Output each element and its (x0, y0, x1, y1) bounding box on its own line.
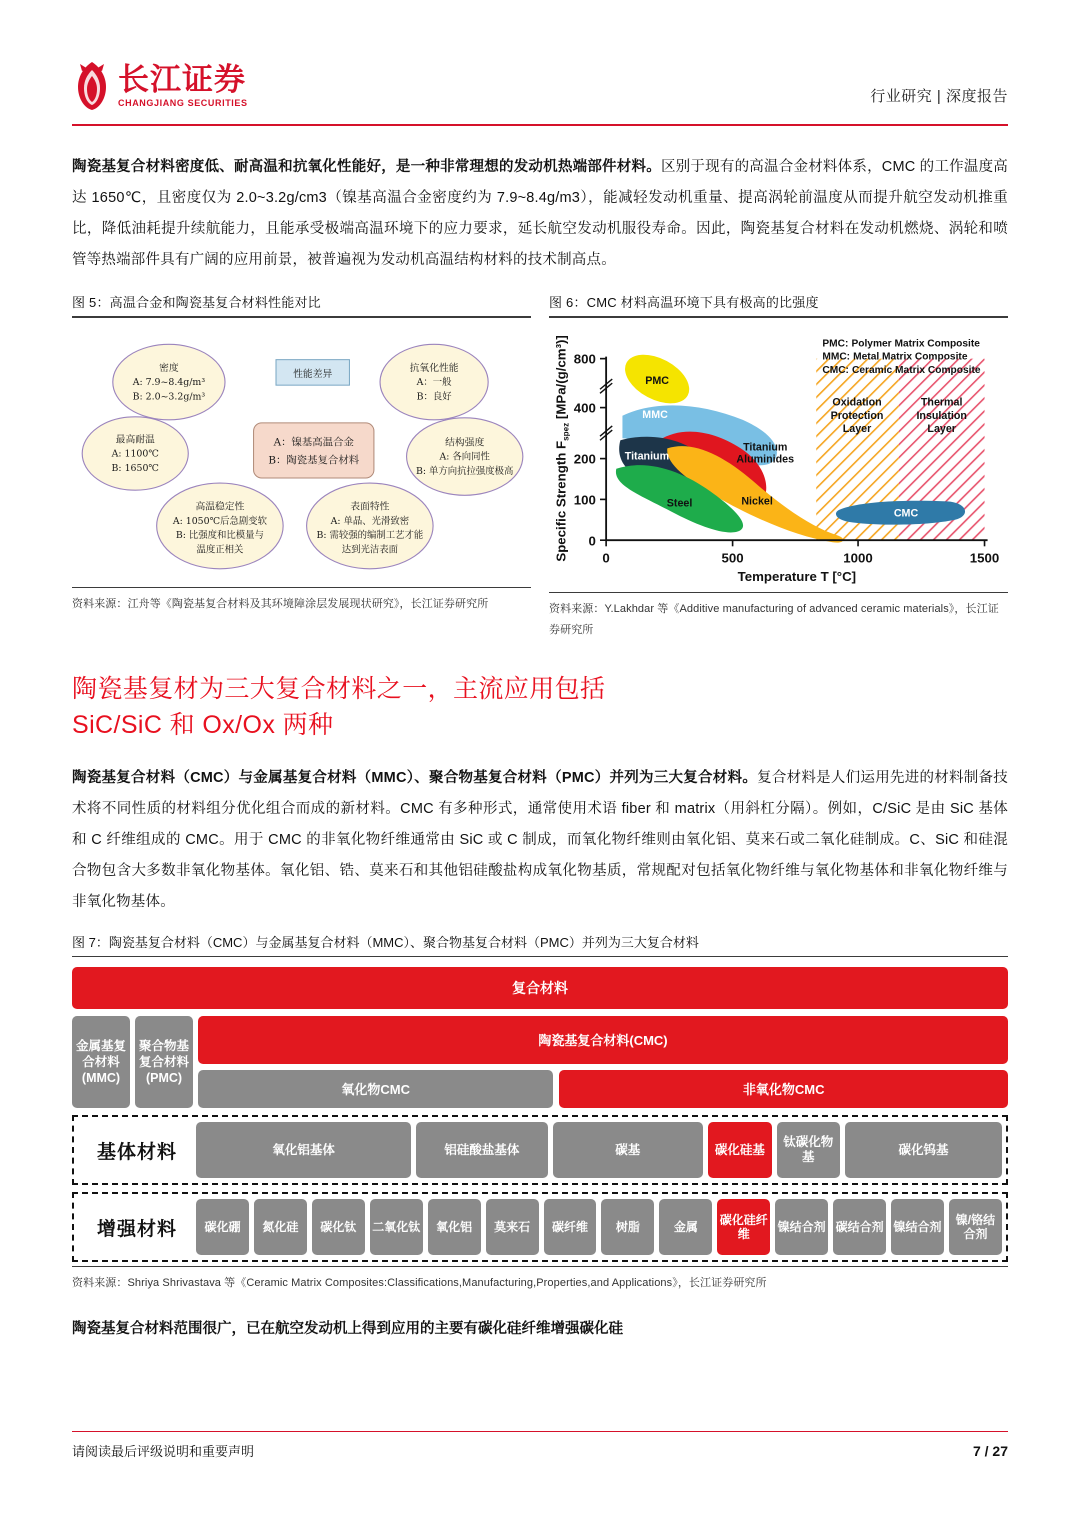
svg-text:A: 1100℃: A: 1100℃ (111, 448, 159, 460)
band-label-reinforcement: 增强材料 (96, 1218, 177, 1240)
figure-5-caption: 图 5：高温合金和陶瓷基复合材料性能对比 (72, 295, 321, 310)
svg-text:结构强度: 结构强度 (445, 436, 485, 448)
svg-text:Titanium: Titanium (743, 441, 788, 454)
svg-text:B: 需较强的编制工艺才能: B: 需较强的编制工艺才能 (316, 529, 424, 541)
reinforcement-cell: 镍结合剂 (891, 1199, 944, 1255)
figure-5-body (72, 318, 531, 588)
figure-7-diagram (72, 957, 1008, 1267)
page-header (72, 0, 1008, 122)
svg-text:1500: 1500 (969, 550, 1000, 566)
svg-text:B: 单方向抗拉强度极高: B: 单方向抗拉强度极高 (415, 465, 514, 477)
section-heading-line1: 陶瓷基复材为三大复合材料之一，主流应用包括 (72, 674, 606, 703)
band-matrix-materials (72, 1115, 1008, 1185)
svg-text:MMC:Metal Matrix Composite: MMC: Metal Matrix Composite (822, 351, 968, 363)
svg-text:A: 各向同性: A: 各向同性 (439, 451, 490, 463)
reinforcement-cell: 碳结合剂 (833, 1199, 886, 1255)
reinforcement-cells (196, 1199, 1002, 1255)
svg-text:B：陶瓷基复合材料: B：陶瓷基复合材料 (268, 454, 360, 467)
figure-row-5-6 (72, 292, 1008, 641)
matrix-cell-highlight: 碳化硅基 (708, 1122, 771, 1178)
svg-text:Protection: Protection (830, 409, 884, 422)
svg-text:Temperature T [°C]: Temperature T [°C] (737, 568, 857, 584)
figure-7-source: 资料来源：Shriya Shrivastava 等《Ceramic Matrix Composites:Classifications,Manufacturing,Properties,and Applications》，长江证券研究所 (72, 1277, 767, 1290)
svg-text:B: 比强度和比模量与: B: 比强度和比模量与 (175, 529, 264, 541)
matrix-cells (196, 1122, 1002, 1178)
footer-disclaimer: 请阅读最后评级说明和重要声明 (72, 1444, 255, 1459)
specific-strength-vs-temperature-chart (549, 326, 1008, 586)
section-heading-line2: SiC/SiC 和 Ox/Ox 两种 (72, 710, 334, 739)
reinforcement-cell: 碳纤维 (544, 1199, 597, 1255)
svg-text:1000: 1000 (843, 550, 873, 566)
column-mmc (72, 1016, 130, 1108)
svg-text:500: 500 (721, 550, 744, 566)
svg-text:B: 1650℃: B: 1650℃ (111, 462, 159, 474)
figure-6 (549, 292, 1008, 641)
block-non-oxide-cmc: 非氧化物CMC (559, 1070, 1008, 1108)
svg-text:MMC: MMC (642, 408, 668, 421)
svg-text:Nickel: Nickel (741, 495, 773, 508)
reinforcement-cell: 金属 (659, 1199, 712, 1255)
svg-text:最高耐温: 最高耐温 (115, 433, 155, 445)
svg-text:B：良好: B：良好 (416, 391, 452, 403)
block-pmc: 聚合物基复合材料(PMC) (135, 1016, 193, 1108)
figure-6-caption: 图 6：CMC 材料高温环境下具有极高的比强度 (549, 295, 819, 310)
svg-text:0: 0 (602, 550, 610, 566)
block-oxide-cmc: 氧化物CMC (198, 1070, 553, 1108)
svg-text:抗氧化性能: 抗氧化性能 (409, 362, 459, 374)
reinforcement-cell: 镍/铬结合剂 (949, 1199, 1002, 1255)
intro-rest: 区别于现有的高温合金材料体系，CMC 的工作温度高达 1650℃，且密度仅为 2.0~3.2g/cm3（镍基高温合金密度约为 7.9~8.4g/m3），能减轻发动机重量、提高涡轮前温度从而提升航空发动机推重比，降低油耗提升续航能力，且能承受极端高温环境下的应力要求，延长航空发动机服役寿命。因此，陶瓷基复合材料在发动机燃烧、涡轮和喷管等热端部件具有广阔的应用前景，被普遍视为发动机高温结构材料的技术制高点。 (72, 159, 1008, 268)
svg-text:Layer: Layer (842, 422, 872, 435)
band-reinforcement-materials (72, 1192, 1008, 1262)
figure-5-source: 资料来源：江舟等《陶瓷基复合材料及其环境障涂层发展现状研究》，长江证券研究所 (72, 597, 489, 610)
footer-page-number: 7 / 27 (972, 1443, 1008, 1459)
svg-text:100: 100 (573, 492, 596, 508)
svg-text:达到光洁表面: 达到光洁表面 (341, 544, 398, 556)
svg-text:性能差异: 性能差异 (293, 368, 333, 380)
second-rest: 复合材料是人们运用先进的材料制备技术将不同性质的材料组分优化组合而成的新材料。CMC 有多种形式，通常使用术语 fiber 和 matrix（用斜杠分隔）。例如，C/SiC 是由 SiC 基体和 C 纤维组成的 CMC。用于 CMC 的非氧化物纤维通常由 SiC 或 C 制成，而氧化物纤维则由氧化铝、莫来石或二氧化硅制成。C、SiC 和硅混合物包含大多数非氧化物基体。氧化铝、锆、莫来石和其他铝硅酸盐构成氧化物基质，常规配对包括氧化物纤维与氧化物基体和非氧化物纤维与非氧化物基体。 (72, 769, 1008, 910)
svg-text:A: 单晶、光滑致密: A: 单晶、光滑致密 (330, 515, 410, 527)
header-category-label: 行业研究 | 深度报告 (870, 88, 1008, 105)
svg-text:CMC: CMC (893, 507, 919, 520)
reinforcement-cell: 镍结合剂 (775, 1199, 828, 1255)
figure-7-caption: 图 7：陶瓷基复合材料（CMC）与金属基复合材料（MMC）、聚合物基复合材料（PMC）并列为三大复合材料 (72, 934, 699, 950)
performance-comparison-diagram (72, 326, 531, 581)
svg-text:Titanium: Titanium (624, 450, 670, 463)
svg-text:200: 200 (573, 451, 596, 467)
figure-5 (72, 292, 531, 641)
matrix-cell: 碳化钨基 (845, 1122, 1002, 1178)
svg-text:CMC:Ceramic Matrix Composite: CMC: Ceramic Matrix Composite (822, 364, 981, 376)
block-mmc: 金属基复合材料(MMC) (72, 1016, 130, 1108)
reinforcement-cell-highlight: 碳化硅纤维 (717, 1199, 770, 1255)
brand-name-cn: 长江证券 (118, 61, 246, 98)
diagram-row-top (72, 967, 1008, 1009)
svg-text:A: 7.9~8.4g/m³: A: 7.9~8.4g/m³ (132, 376, 206, 388)
matrix-cell: 钛碳化物基 (777, 1122, 840, 1178)
closing-paragraph: 陶瓷基复合材料范围很广，已在航空发动机上得到应用的主要有碳化硅纤维增强碳化硅 (72, 1321, 623, 1338)
svg-text:A：镍基高温合金: A：镍基高温合金 (273, 435, 354, 448)
page-footer (72, 1431, 1008, 1460)
svg-text:Specific Strength Fspez [MPa/: Specific Strength $F_{spez}$ [MPa/(g/cm³)] (553, 334, 571, 562)
reinforcement-cell: 碳化硼 (196, 1199, 249, 1255)
svg-text:Thermal: Thermal (920, 396, 963, 409)
svg-text:A: 1050℃后急剧变软: A: 1050℃后急剧变软 (172, 515, 267, 527)
block-composite-materials: 复合材料 (72, 967, 1008, 1009)
svg-text:Layer: Layer (927, 422, 956, 435)
svg-text:温度正相关: 温度正相关 (196, 544, 244, 556)
second-bold-lead: 陶瓷基复合材料（CMC）与金属基复合材料（MMC）、聚合物基复合材料（PMC）并列为三大复合材料。 (72, 769, 758, 786)
svg-text:A：一般: A：一般 (416, 376, 452, 388)
svg-text:Oxidation: Oxidation (832, 396, 882, 409)
svg-text:PMC:Polymer Matrix Composite: PMC: Polymer Matrix Composite (822, 337, 980, 349)
brand-name-en: CHANGJIANG SECURITIES (118, 97, 248, 108)
svg-text:400: 400 (573, 400, 596, 416)
brand-logo (72, 60, 248, 112)
svg-text:B: 2.0~3.2g/m³: B: 2.0~3.2g/m³ (132, 391, 206, 403)
svg-text:Insulation: Insulation (916, 409, 967, 422)
column-pmc (135, 1016, 193, 1108)
matrix-cell: 碳基 (553, 1122, 704, 1178)
svg-text:密度: 密度 (159, 362, 179, 374)
svg-text:PMC: PMC (645, 374, 669, 387)
matrix-cell: 氧化铝基体 (196, 1122, 411, 1178)
reinforcement-cell: 氮化硅 (254, 1199, 307, 1255)
intro-bold-lead: 陶瓷基复合材料密度低、耐高温和抗氧化性能好，是一种非常理想的发动机热端部件材料。 (72, 159, 661, 175)
reinforcement-cell: 莫来石 (486, 1199, 539, 1255)
diagram-row-types (72, 1016, 1008, 1108)
figure-6-body (549, 318, 1008, 593)
svg-text:Steel: Steel (666, 497, 693, 510)
cmc-subtypes-row (198, 1070, 1008, 1108)
svg-text:表面特性: 表面特性 (350, 501, 390, 513)
column-cmc (198, 1016, 1008, 1108)
block-cmc: 陶瓷基复合材料(CMC) (198, 1016, 1008, 1064)
reinforcement-cell: 氧化铝 (428, 1199, 481, 1255)
page-title (72, 671, 1008, 743)
reinforcement-cell: 二氧化钛 (370, 1199, 423, 1255)
svg-text:高温稳定性: 高温稳定性 (195, 501, 245, 513)
figure-7 (72, 932, 1008, 1295)
reinforcement-cell: 碳化钛 (312, 1199, 365, 1255)
reinforcement-cell: 树脂 (601, 1199, 654, 1255)
intro-paragraph (72, 152, 1008, 276)
svg-text:0: 0 (588, 532, 596, 548)
svg-text:800: 800 (573, 351, 596, 367)
matrix-cell: 铝硅酸盐基体 (416, 1122, 547, 1178)
second-paragraph (72, 763, 1008, 918)
figure-6-source: 资料来源：Y.Lakhdar 等《Additive manufacturing of advanced ceramic materials》，长江证券研究所 (549, 602, 999, 636)
changjiang-logo-icon (72, 60, 112, 112)
band-label-matrix: 基体材料 (96, 1141, 177, 1163)
svg-text:Aluminides: Aluminides (736, 453, 795, 466)
